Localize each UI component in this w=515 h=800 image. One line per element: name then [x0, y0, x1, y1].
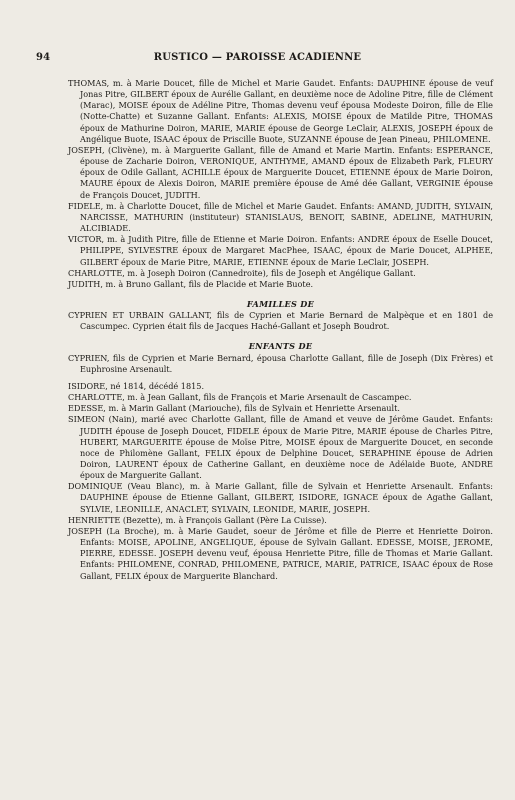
entry-isidore: ISIDORE, né 1814, décédé 1815. — [68, 380, 205, 391]
entry-cyprien: CYPRIEN, fils de Cyprien et Marie Bernard, épousa Charlotte Gallant, fille de Joseph (Dix Frères) et Euphrosine Arsenault. — [68, 352, 493, 374]
section-heading-familles: FAMILLES DE — [246, 298, 315, 309]
entry-judith: JUDITH, m. à Bruno Gallant, fils de Placide et Marie Buote. — [68, 278, 314, 289]
page-number: 94 — [36, 52, 51, 63]
running-title: RUSTICO — PAROISSE ACADIENNE — [153, 52, 362, 63]
entry-henriette: HENRIETTE (Bezette), m. à François Gallant (Père La Cuisse). — [68, 514, 327, 525]
entry-dominique: DOMINIQUE (Veau Blanc), m. à Marie Gallant, fille de Sylvain et Henriette Arsenault. Enfants: DAUPHINE épouse de Etienne Gallant, GILBERT, ISIDORE, IGNACE époux de Agathe Gallant, SYLVIE, LEONILLE, ANACLET, SYLVAIN, LEONIDE, MARIE, JOSEPH. — [68, 481, 493, 514]
entry-simeon: SIMEON (Nain), marié avec Charlotte Gallant, fille de Amand et veuve de Jérôme Gaudet. Enfants: JUDITH épouse de Joseph Doucet, FIDELE époux de Marie Pitre, MARIE épouse de Charles Pitre, HUBERT, MARGUERITE épouse de Moïse Pitre, MOISE époux de Marguerite Doucet, en seconde noce de Philomène Gallant, FELIX époux de Delphine Doucet, SERAPHINE épouse de Adrien Doiron, LAURENT époux de Catherine Gallant, en deuxième noce de Adélaide Buote, ANDRE époux de Marguerite Gallant. — [68, 414, 493, 481]
entry-victor: VICTOR, m. à Judith Pitre, fille de Etienne et Marie Doiron. Enfants: ANDRE époux de Eselle Doucet, PHILIPPE, SYLVESTRE époux de Margaret MacPhee, ISAAC, époux de Marie Doucet, ALPHEE, GILBERT époux de Marie Pitre, MARIE, ETIENNE époux de Marie LeClair, JOSEPH. — [68, 234, 493, 267]
entry-joseph-broche: JOSEPH (La Broche), m. à Marie Gaudet, soeur de Jérôme et fille de Pierre et Henriette Doiron. Enfants: MOISE, APOLINE, ANGELIQUE, épouse de Sylvain Gallant. EDESSE, MOISE, JEROME, PIERRE, EDESSE. JOSEPH devenu veuf, épousa Henriette Pitre, fille de Thomas et Marie Gallant. Enfants: PHILOMENE, CONRAD, PHILOMENE, PATRICE, MARIE, PATRICE, ISAAC époux de Rose Gallant, FELIX époux de Marguerite Blanchard. — [68, 525, 493, 581]
entry-thomas: THOMAS, m. à Marie Doucet, fille de Michel et Marie Gaudet. Enfants: DAUPHINE épouse de veuf Jonas Pitre, GILBERT époux de Aurélie Gallant, en deuxième noce de Adoline Pitre, fille de Clément (Marac), MOISE époux de Adéline Pitre, Thomas devenu veuf épousa Modeste Doiron, fille de Elie (Notte-Chatte) et Suzanne Gallant. Enfants: ALEXIS, MOISE époux de Matilde Pitre, THOMAS époux de Mathurine Doiron, MARIE, MARIE épouse de George LeClair, ALEXIS, JOSEPH époux de Angélique Buote, ISAAC époux de Priscille Buote, SUZANNE épouse de Jean Pineau, PHILOMENE. — [68, 78, 493, 144]
entry-cyprien-urbain: CYPRIEN ET URBAIN GALLANT, fils de Cyprien et Marie Bernard de Malpèque et en 1801 de Cascumpec. Cyprien était fils de Jacques Haché-Gallant et Joseph Boudrot. — [68, 310, 493, 332]
entry-fidele: FIDELE, m. à Charlotte Doucet, fille de Michel et Marie Gaudet. Enfants: AMAND, JUDITH, SYLVAIN, NARCISSE, MATHURIN (instituteur) STANISLAUS, BENOIT, SABINE, ADELINE, MATHURIN, ALCIBIADE. — [68, 200, 493, 234]
page-header — [36, 52, 479, 66]
page-body — [68, 78, 493, 582]
entry-joseph-clivene: JOSEPH, (Clivène), m. à Marguerite Gallant, fille de Amand et Marie Martin. Enfants: ESPERANCE, épouse de Zacharie Doiron, VERONIQUE, ANTHYME, AMAND époux de Elizabeth Park, FLEURY époux de Odile Gallant, ACHILLE époux de Marguerite Doucet, ETIENNE époux de Marie Doiron, MAURE époux de Alexis Doiron, MARIE première épouse de Amé dée Gallant, VERGINIE épouse de François Doucet, JUDITH. — [68, 144, 493, 200]
entry-charlotte-2: CHARLOTTE, m. à Jean Gallant, fils de François et Marie Arsenault de Cascampec. — [68, 392, 412, 403]
section-heading-enfants: ENFANTS DE — [248, 341, 313, 352]
entry-edesse: EDESSE, m. à Marin Gallant (Mariouche), fils de Sylvain et Henriette Arsenault. — [68, 403, 400, 414]
entry-charlotte: CHARLOTTE, m. à Joseph Doiron (Cannedroite), fils de Joseph et Angélique Gallant. — [68, 267, 416, 278]
